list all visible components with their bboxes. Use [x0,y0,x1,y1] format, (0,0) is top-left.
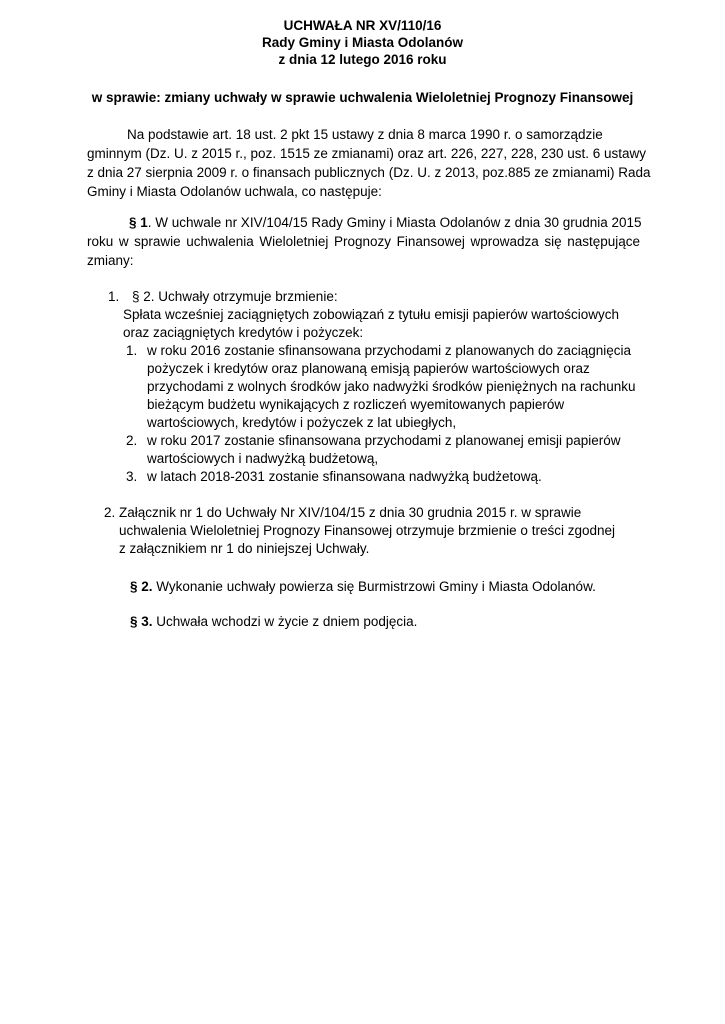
list-item-number: 1. [108,289,120,304]
section-2-mark: § 2. [130,579,153,594]
list-item-line: oraz zaciągniętych kredytów i pożyczek: [123,325,364,340]
section-3-paragraph [130,613,417,631]
sub-list-item-line: pożyczek i kredytów oraz planowaną emisją papierów wartościowych oraz [147,361,590,376]
sub-list-item-number: 3. [126,469,138,484]
sub-list-item-number: 1. [126,343,138,358]
resolution-header [0,17,725,68]
sub-list-item-line: wartościowych i nadwyżką budżetową, [147,451,379,466]
section-3-line [130,613,417,631]
sub-list-item-line: wartościowych, kredytów i pożyczek z lat ubiegłych, [147,415,457,430]
sub-list-item-1 [126,342,636,432]
section-1-line: zmiany: [87,253,134,268]
sub-list-item-line: przychodami z wolnych środków jako nadwyżki środków pieniężnych na rachunku [147,379,636,394]
list-item-line: Załącznik nr 1 do Uchwały Nr XIV/104/15 z dnia 30 grudnia 2015 r. w sprawie [119,505,582,520]
list-item-2 [104,504,615,558]
resolution-subject: w sprawie: zmiany uchwały w sprawie uchwalenia Wieloletniej Prognozy Finansowej [91,90,634,105]
sub-list-item-2 [126,432,621,468]
sub-list-item-line: w latach 2018-2031 zostanie sfinansowana nadwyżką budżetową. [147,469,542,484]
section-2-text: Wykonanie uchwały powierza się Burmistrzowi Gminy i Miasta Odolanów. [152,579,596,594]
intro-line: z dnia 27 sierpnia 2009 r. o finansach publicznych (Dz. U. z 2013, poz.885 ze zmianami) Rada [87,165,651,180]
resolution-date: z dnia 12 lutego 2016 roku [278,52,447,67]
section-1-line [87,213,640,232]
intro-line: gminnym (Dz. U. z 2015 r., poz. 1515 ze zmianami) oraz art. 226, 227, 228, 230 ust. 6 ustawy [87,146,647,161]
list-item-line: z załącznikiem nr 1 do niniejszej Uchwały. [119,541,370,556]
intro-line: Na podstawie art. 18 ust. 2 pkt 15 ustawy z dnia 8 marca 1990 r. o samorządzie [127,127,603,142]
intro-line: Gminy i Miasta Odolanów uchwala, co następuje: [87,184,382,199]
section-2-line [130,578,596,596]
section-2-paragraph [130,578,596,596]
list-item-line: uchwalenia Wieloletniej Prognozy Finansowej otrzymuje brzmienie o treści zgodnej [119,523,615,538]
section-1-paragraph [87,213,640,270]
list-item-heading: § 2. Uchwały otrzymuje brzmienie: [132,289,338,304]
sub-list-item-line: w roku 2016 zostanie sfinansowana przychodami z planowanych do zaciągnięcia [147,343,632,358]
resolution-title: UCHWAŁA NR XV/110/16 [283,18,442,33]
list-item-number: 2. [104,505,116,520]
sub-list-item-number: 2. [126,433,138,448]
list-item-line: Spłata wcześniej zaciągniętych zobowiązań z tytułu emisji papierów wartościowych [123,307,619,322]
sub-list-item-line: bieżącym budżetu wynikających z rozliczeń wyemitowanych papierów [147,397,565,412]
section-3-text: Uchwała wchodzi w życie z dniem podjęcia. [152,614,418,629]
list-item-1 [108,288,619,342]
section-3-mark: § 3. [130,614,153,629]
legal-basis-paragraph [87,125,651,201]
sub-list-item-3 [126,468,542,486]
section-1-mark: § 1 [129,215,148,230]
resolution-issuer: Rady Gminy i Miasta Odolanów [261,35,464,50]
section-1-text: . W uchwale nr XIV/104/15 Rady Gminy i Miasta Odolanów z dnia 30 grudnia 2015 [147,215,642,230]
section-1-line: roku w sprawie uchwalenia Wieloletniej Prognozy Finansowej wprowadza się następujące [87,234,640,249]
sub-list-item-line: w roku 2017 zostanie sfinansowana przychodami z planowanej emisji papierów [147,433,621,448]
